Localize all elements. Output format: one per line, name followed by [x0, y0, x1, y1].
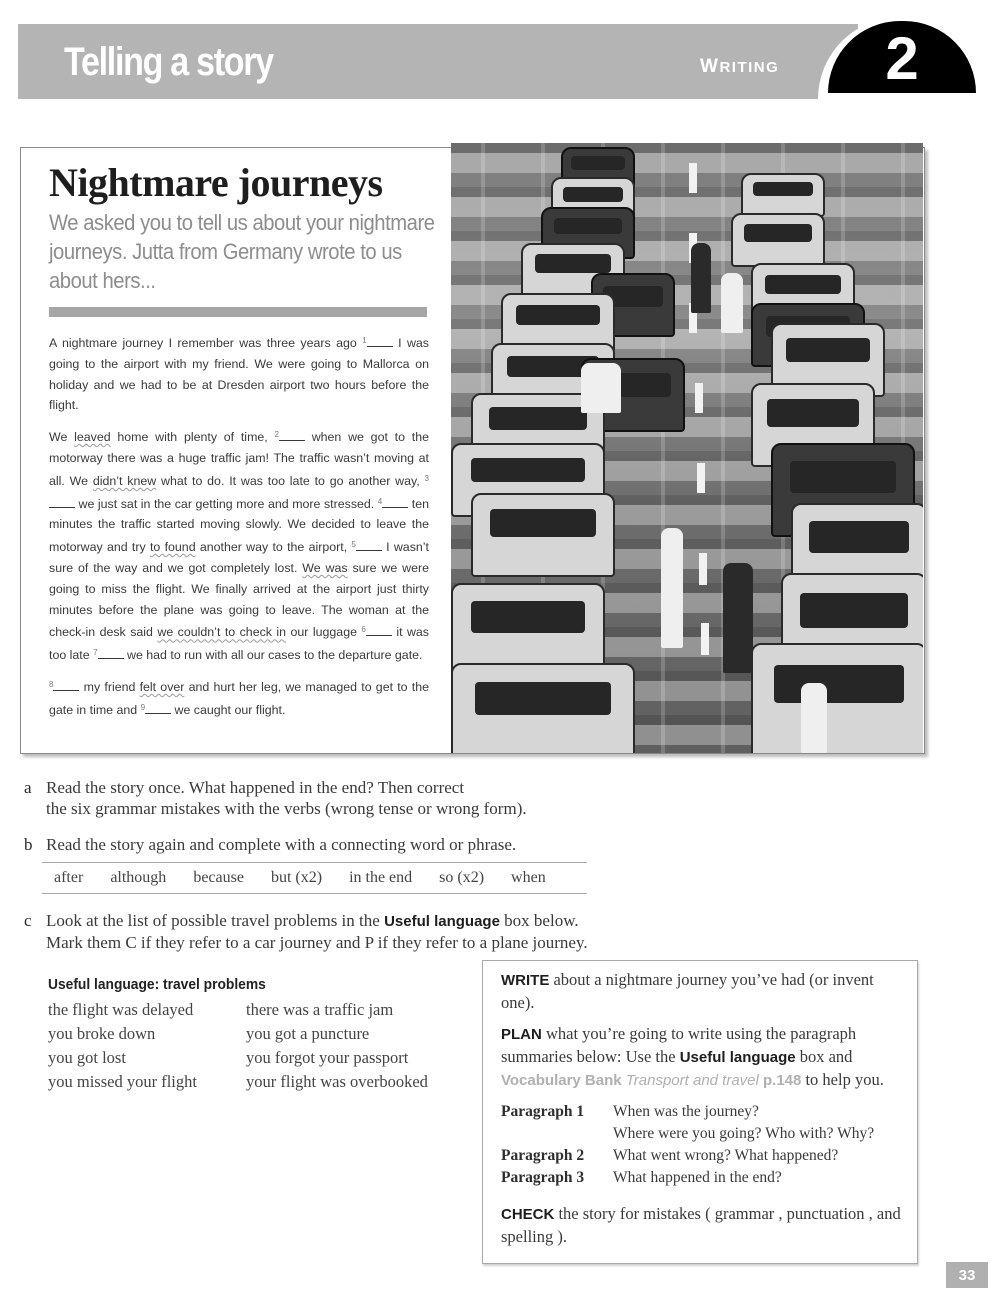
check-instruction: [501, 1203, 911, 1248]
vocabulary-bank-link[interactable]: Vocabulary Bank: [501, 1072, 622, 1089]
unit-number: 2: [885, 25, 919, 92]
grammar-mistake: didn’t knew: [92, 473, 157, 488]
paragraph-label: Paragraph 2: [501, 1147, 585, 1164]
write-text: about a nightmare journey you’ve had (or invent one).: [501, 970, 874, 1012]
gap-number: 6: [361, 625, 366, 635]
gap-line: [279, 430, 305, 441]
section-label-initial: W: [700, 56, 720, 77]
article-box: [20, 147, 925, 754]
word-option: so (x2): [439, 869, 485, 886]
lane-marking: [697, 463, 705, 493]
exercise-b: [24, 834, 516, 855]
story-text-run: we had to run with all our cases to the departure gate.: [123, 648, 423, 663]
word-option: after: [54, 869, 84, 886]
gap-number: 4: [377, 496, 383, 506]
car: [731, 213, 825, 267]
exercise-c: [24, 910, 588, 953]
gap-line: [382, 497, 408, 508]
word-option: when: [511, 869, 546, 886]
paragraph-question: When was the journey?: [613, 1103, 759, 1120]
gap-line: [98, 648, 124, 659]
lane-marking: [695, 383, 703, 413]
page-title: Telling a story: [64, 40, 273, 84]
section-label: [700, 56, 779, 78]
paragraph-label: Paragraph 3: [501, 1169, 585, 1186]
story-text-run: A nightmare journey I remember was three years ago: [49, 336, 363, 350]
phrase-item: the flight was delayed: [48, 1000, 194, 1019]
gap-9[interactable]: [141, 703, 171, 717]
paragraph-question: Where were you going? Who with? Why?: [613, 1125, 875, 1142]
story-text-run: I wasn’t sure of the way and we got completely lost.: [49, 540, 429, 575]
car: [451, 663, 635, 753]
gap-2[interactable]: [274, 430, 304, 444]
gap-number: 8: [49, 679, 54, 689]
gap-line: [367, 336, 393, 347]
story-text-run: our luggage: [286, 625, 362, 640]
phrase-item: your flight was overbooked: [246, 1072, 428, 1091]
grammar-mistake: to found: [149, 540, 196, 555]
person: [801, 683, 827, 753]
story-text-run: and hurt her leg, we managed to get to the gate in time and: [49, 679, 429, 717]
gap-number: 2: [274, 430, 279, 440]
gap-line: [49, 497, 75, 508]
person: [661, 528, 683, 648]
traffic-jam-photo: [451, 143, 923, 753]
word-option: in the end: [349, 869, 413, 886]
plan-text: box and: [795, 1047, 853, 1066]
page-number: 33: [946, 1262, 988, 1288]
gap-line: [145, 703, 171, 714]
gap-number: 5: [351, 540, 356, 550]
story-text-run: another way to the airport,: [195, 540, 352, 555]
exercise-letter: a: [24, 778, 32, 797]
word-option: although: [110, 869, 167, 886]
grammar-mistake: leaved: [74, 430, 111, 445]
gap-number: 7: [93, 648, 98, 658]
phrase-item: there was a traffic jam: [246, 1000, 394, 1019]
gap-6[interactable]: [361, 625, 391, 639]
exercise-a-line-1: Read the story once. What happened in the end? Then correct: [46, 778, 465, 797]
check-text: the story for mistakes ( grammar , punctuation , and spelling ).: [501, 1204, 901, 1246]
paragraph-label: Paragraph 1: [501, 1103, 585, 1120]
phrase-item: you missed your flight: [48, 1072, 197, 1091]
gap-line: [366, 625, 392, 636]
useful-language-box: [48, 976, 468, 1093]
story-paragraph-2: [49, 425, 429, 666]
section-label-rest: RITING: [719, 59, 780, 76]
story-text-run: home with plenty of time,: [110, 430, 275, 445]
useful-language-title: Useful language: travel problems: [48, 976, 266, 993]
gap-5[interactable]: [351, 540, 381, 554]
write-task-box: [482, 960, 918, 1264]
paragraph-question: What went wrong? What happened?: [613, 1147, 839, 1164]
phrase-item: you forgot your passport: [246, 1048, 409, 1067]
exercise-c-text: Look at the list of possible travel problems in the: [46, 911, 385, 930]
story-text-run: I was going to the airport with my friend. We were going to Mallorca on holiday and we had to be at Dresden airport two hours before the flight.: [49, 336, 429, 413]
gap-line: [356, 540, 382, 551]
article-divider: [49, 307, 427, 317]
story-text-run: when we got to the motorway there was a huge traffic jam! The traffic wasn’t moving at all. We: [49, 430, 429, 488]
exercise-c-text: box below.: [499, 911, 579, 930]
grammar-mistake: we couldn’t to check in: [157, 625, 287, 640]
story-text-run: my friend: [79, 679, 140, 694]
car: [751, 643, 923, 753]
write-label: WRITE: [501, 972, 550, 989]
story-text-run: we caught our flight.: [171, 702, 286, 717]
article-subtitle: We asked you to tell us about your nightmare journeys. Jutta from Germany wrote to us about hers...: [49, 210, 435, 293]
car: [741, 173, 825, 217]
person: [723, 563, 753, 673]
story-text-run: it was too late: [49, 625, 429, 663]
phrase-item: you broke down: [48, 1024, 156, 1043]
gap-number: 1: [362, 336, 367, 345]
exercise-letter: b: [24, 835, 33, 854]
phrase-item: you got a puncture: [246, 1024, 370, 1043]
gap-7[interactable]: [93, 648, 123, 662]
useful-language-list: [48, 999, 468, 1093]
story-text-run: ten minutes the traffic started moving slowly. We decided to leave the motorway and try: [49, 496, 429, 555]
write-instruction: [501, 969, 911, 1014]
story-text: [49, 331, 429, 721]
gap-4[interactable]: [378, 497, 408, 511]
story-paragraph-1: [49, 331, 429, 416]
useful-language-ref: Useful language: [679, 1049, 796, 1066]
check-label: CHECK: [501, 1206, 555, 1223]
story-text-run: sure we were going to miss the flight. We finally arrived at the airport just thirty minutes before the plane was going to leave. The woman at the check-in desk said: [49, 560, 429, 640]
gap-line: [53, 680, 79, 691]
paragraph-question: What happened in the end?: [613, 1169, 782, 1186]
word-option: because: [193, 869, 244, 886]
lane-marking: [701, 623, 709, 655]
gap-number: 3: [424, 473, 429, 483]
gap-8[interactable]: [49, 680, 79, 694]
exercise-a: [24, 777, 527, 819]
plan-instruction: [501, 1023, 911, 1092]
person: [691, 243, 711, 313]
word-option: but (x2): [270, 869, 323, 886]
exercise-letter: c: [24, 911, 32, 930]
person: [721, 273, 743, 333]
gap-1[interactable]: [362, 336, 392, 350]
lane-marking: [689, 163, 697, 193]
car: [471, 493, 615, 577]
grammar-mistake: felt over: [139, 679, 185, 694]
article-title: Nightmare journeys: [49, 160, 383, 205]
plan-text: what you’re going to write using the paragraph summaries below: Use the: [501, 1024, 857, 1066]
plan-text: to help you.: [801, 1070, 884, 1089]
vocabulary-page-ref[interactable]: p.148: [762, 1072, 802, 1089]
story-text-run: what to do. It was too late to go another way,: [156, 473, 425, 488]
paragraph-plan: [501, 1101, 911, 1189]
connecting-words-box: [42, 862, 587, 894]
plan-label: PLAN: [501, 1026, 542, 1043]
article-text: [49, 160, 435, 730]
phrase-item: you got lost: [48, 1048, 126, 1067]
story-paragraph-3: [49, 675, 429, 721]
story-text-run: we just sat in the car getting more and more stressed.: [75, 496, 378, 511]
gap-number: 9: [140, 702, 146, 712]
useful-language-ref: Useful language: [384, 913, 500, 930]
exercise-c-line-2: Mark them C if they refer to a car journey and P if they refer to a plane journey.: [46, 933, 588, 952]
write-task-content: [501, 969, 911, 1257]
grammar-mistake: We was: [302, 560, 348, 575]
lane-marking: [699, 553, 707, 585]
person: [581, 363, 621, 413]
exercise-b-instruction: Read the story again and complete with a connecting word or phrase.: [46, 835, 517, 854]
exercise-a-line-2: the six grammar mistakes with the verbs (wrong tense or wrong form).: [46, 799, 527, 818]
vocabulary-topic: Transport and travel: [625, 1072, 759, 1089]
story-text-run: We: [49, 430, 75, 445]
